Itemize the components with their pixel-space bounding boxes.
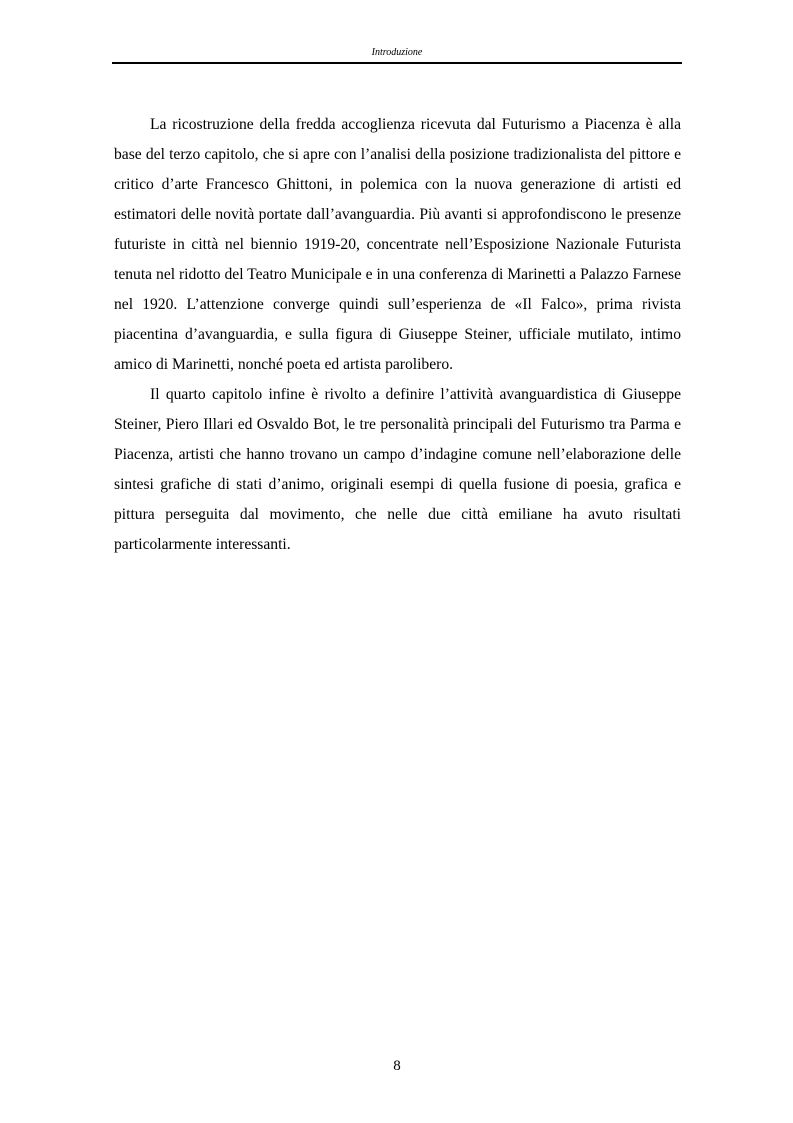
paragraph: Il quarto capitolo infine è rivolto a definire l’attività avanguardistica di Giuseppe Steiner, Piero Illari ed Osvaldo Bot, le tre personalità principali del Futurismo tra Parma e Piacenza, artisti che hanno trovano un campo d’indagine comune nell’elaborazione delle sintesi grafiche di stati d’animo, originali esempi di quella fusione di poesia, grafica e pittura perseguita dal movimento, che nelle due città emiliane ha avuto risultati particolarmente interessanti. [114, 386, 681, 553]
body-text [114, 110, 681, 560]
header-rule [112, 62, 682, 64]
running-header: Introduzione [371, 47, 423, 58]
paragraph: La ricostruzione della fredda accoglienza ricevuta dal Futurismo a Piacenza è alla base del terzo capitolo, che si apre con l’analisi della posizione tradizionalista del pittore e critico d’arte Francesco Ghittoni, in polemica con la nuova generazione di artisti ed estimatori delle novità portate dall’avanguardia. Più avanti si approfondiscono le presenze futuriste in città nel biennio 1919-20, concentrate nell’Esposizione Nazionale Futurista tenuta nel ridotto del Teatro Municipale e in una conferenza di Marinetti a Palazzo Farnese nel 1920. L’attenzione converge quindi sull’esperienza de «Il Falco», prima rivista piacentina d’avanguardia, e sulla figura di Giuseppe Steiner, ufficiale mutilato, intimo amico di Marinetti, nonché poeta ed artista parolibero. [114, 116, 681, 373]
page-number: 8 [393, 1058, 401, 1074]
